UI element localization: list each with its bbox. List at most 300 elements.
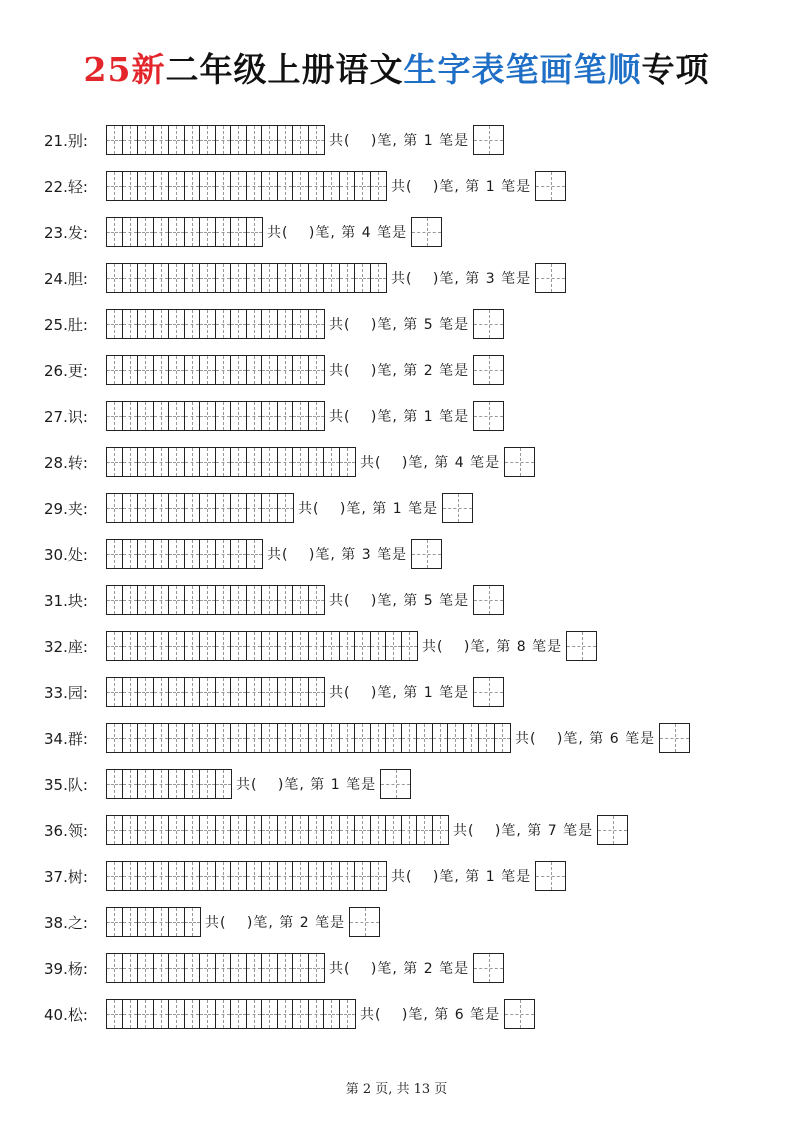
stroke-grid-cell[interactable] — [278, 356, 294, 384]
stroke-grid-cell[interactable] — [417, 724, 433, 752]
stroke-grid-cell[interactable] — [185, 954, 201, 982]
stroke-writing-grid[interactable] — [106, 861, 387, 891]
stroke-grid-cell[interactable] — [169, 172, 185, 200]
stroke-grid-cell[interactable] — [247, 172, 263, 200]
stroke-grid-cell[interactable] — [169, 1000, 185, 1028]
stroke-grid-cell[interactable] — [262, 264, 278, 292]
stroke-grid-cell[interactable] — [231, 218, 247, 246]
stroke-grid-cell[interactable] — [216, 494, 232, 522]
stroke-grid-cell[interactable] — [402, 816, 418, 844]
stroke-grid-cell[interactable] — [262, 724, 278, 752]
stroke-writing-grid[interactable] — [106, 815, 449, 845]
stroke-writing-grid[interactable] — [106, 631, 418, 661]
stroke-grid-cell[interactable] — [309, 448, 325, 476]
stroke-grid-cell[interactable] — [123, 816, 139, 844]
stroke-grid-cell[interactable] — [154, 172, 170, 200]
stroke-grid-cell[interactable] — [138, 954, 154, 982]
stroke-grid-cell[interactable] — [262, 356, 278, 384]
stroke-grid-cell[interactable] — [200, 264, 216, 292]
stroke-grid-cell[interactable] — [293, 1000, 309, 1028]
stroke-grid-cell[interactable] — [247, 632, 263, 660]
stroke-grid-cell[interactable] — [107, 954, 123, 982]
stroke-grid-cell[interactable] — [247, 724, 263, 752]
stroke-grid-cell[interactable] — [169, 356, 185, 384]
stroke-grid-cell[interactable] — [154, 494, 170, 522]
stroke-grid-cell[interactable] — [123, 402, 139, 430]
stroke-grid-cell[interactable] — [216, 724, 232, 752]
stroke-grid-cell[interactable] — [262, 126, 278, 154]
stroke-grid-cell[interactable] — [231, 816, 247, 844]
stroke-grid-cell[interactable] — [154, 632, 170, 660]
stroke-writing-grid[interactable] — [106, 401, 325, 431]
stroke-grid-cell[interactable] — [200, 356, 216, 384]
stroke-answer-box[interactable] — [566, 631, 597, 661]
stroke-grid-cell[interactable] — [386, 816, 402, 844]
stroke-grid-cell[interactable] — [293, 310, 309, 338]
stroke-grid-cell[interactable] — [309, 264, 325, 292]
stroke-grid-cell[interactable] — [185, 1000, 201, 1028]
stroke-grid-cell[interactable] — [216, 126, 232, 154]
stroke-grid-cell[interactable] — [185, 908, 201, 936]
stroke-grid-cell[interactable] — [107, 540, 123, 568]
stroke-grid-cell[interactable] — [231, 724, 247, 752]
stroke-grid-cell[interactable] — [216, 770, 232, 798]
stroke-grid-cell[interactable] — [247, 448, 263, 476]
stroke-grid-cell[interactable] — [448, 724, 464, 752]
stroke-grid-cell[interactable] — [324, 816, 340, 844]
stroke-grid-cell[interactable] — [154, 862, 170, 890]
stroke-grid-cell[interactable] — [340, 1000, 356, 1028]
stroke-grid-cell[interactable] — [123, 126, 139, 154]
stroke-grid-cell[interactable] — [123, 540, 139, 568]
stroke-grid-cell[interactable] — [107, 218, 123, 246]
stroke-grid-cell[interactable] — [123, 494, 139, 522]
stroke-grid-cell[interactable] — [138, 724, 154, 752]
stroke-grid-cell[interactable] — [123, 586, 139, 614]
stroke-grid-cell[interactable] — [293, 402, 309, 430]
stroke-grid-cell[interactable] — [231, 954, 247, 982]
stroke-grid-cell[interactable] — [262, 494, 278, 522]
stroke-grid-cell[interactable] — [138, 126, 154, 154]
stroke-grid-cell[interactable] — [293, 586, 309, 614]
stroke-grid-cell[interactable] — [216, 264, 232, 292]
stroke-grid-cell[interactable] — [278, 172, 294, 200]
stroke-grid-cell[interactable] — [169, 586, 185, 614]
stroke-grid-cell[interactable] — [417, 816, 433, 844]
stroke-grid-cell[interactable] — [185, 448, 201, 476]
stroke-grid-cell[interactable] — [138, 494, 154, 522]
stroke-writing-grid[interactable] — [106, 769, 232, 799]
stroke-grid-cell[interactable] — [355, 172, 371, 200]
stroke-grid-cell[interactable] — [340, 632, 356, 660]
stroke-grid-cell[interactable] — [231, 586, 247, 614]
stroke-grid-cell[interactable] — [138, 678, 154, 706]
stroke-grid-cell[interactable] — [340, 816, 356, 844]
stroke-grid-cell[interactable] — [154, 724, 170, 752]
stroke-grid-cell[interactable] — [309, 816, 325, 844]
stroke-grid-cell[interactable] — [169, 678, 185, 706]
stroke-grid-cell[interactable] — [107, 1000, 123, 1028]
stroke-grid-cell[interactable] — [262, 862, 278, 890]
stroke-grid-cell[interactable] — [262, 678, 278, 706]
stroke-grid-cell[interactable] — [200, 678, 216, 706]
stroke-grid-cell[interactable] — [231, 448, 247, 476]
stroke-answer-box[interactable] — [473, 953, 504, 983]
stroke-grid-cell[interactable] — [293, 862, 309, 890]
stroke-grid-cell[interactable] — [154, 310, 170, 338]
stroke-grid-cell[interactable] — [231, 862, 247, 890]
stroke-grid-cell[interactable] — [231, 172, 247, 200]
stroke-grid-cell[interactable] — [247, 402, 263, 430]
stroke-grid-cell[interactable] — [262, 448, 278, 476]
stroke-grid-cell[interactable] — [231, 310, 247, 338]
stroke-grid-cell[interactable] — [154, 540, 170, 568]
stroke-grid-cell[interactable] — [200, 310, 216, 338]
stroke-grid-cell[interactable] — [371, 172, 387, 200]
stroke-writing-grid[interactable] — [106, 125, 325, 155]
stroke-grid-cell[interactable] — [247, 494, 263, 522]
stroke-writing-grid[interactable] — [106, 355, 325, 385]
stroke-grid-cell[interactable] — [169, 770, 185, 798]
stroke-grid-cell[interactable] — [247, 356, 263, 384]
stroke-grid-cell[interactable] — [185, 540, 201, 568]
stroke-grid-cell[interactable] — [154, 586, 170, 614]
stroke-grid-cell[interactable] — [216, 448, 232, 476]
stroke-grid-cell[interactable] — [216, 356, 232, 384]
stroke-grid-cell[interactable] — [231, 494, 247, 522]
stroke-grid-cell[interactable] — [107, 908, 123, 936]
stroke-grid-cell[interactable] — [324, 632, 340, 660]
stroke-writing-grid[interactable] — [106, 447, 356, 477]
stroke-grid-cell[interactable] — [371, 632, 387, 660]
stroke-writing-grid[interactable] — [106, 677, 325, 707]
stroke-grid-cell[interactable] — [231, 632, 247, 660]
stroke-grid-cell[interactable] — [169, 954, 185, 982]
stroke-grid-cell[interactable] — [231, 540, 247, 568]
stroke-grid-cell[interactable] — [247, 954, 263, 982]
stroke-grid-cell[interactable] — [107, 494, 123, 522]
stroke-grid-cell[interactable] — [107, 816, 123, 844]
stroke-grid-cell[interactable] — [185, 264, 201, 292]
stroke-grid-cell[interactable] — [123, 770, 139, 798]
stroke-grid-cell[interactable] — [123, 172, 139, 200]
stroke-writing-grid[interactable] — [106, 493, 294, 523]
stroke-grid-cell[interactable] — [262, 954, 278, 982]
stroke-grid-cell[interactable] — [278, 448, 294, 476]
stroke-grid-cell[interactable] — [293, 264, 309, 292]
stroke-grid-cell[interactable] — [309, 1000, 325, 1028]
stroke-grid-cell[interactable] — [169, 448, 185, 476]
stroke-grid-cell[interactable] — [371, 816, 387, 844]
stroke-grid-cell[interactable] — [138, 1000, 154, 1028]
stroke-grid-cell[interactable] — [169, 402, 185, 430]
stroke-grid-cell[interactable] — [200, 126, 216, 154]
stroke-grid-cell[interactable] — [185, 310, 201, 338]
stroke-writing-grid[interactable] — [106, 585, 325, 615]
stroke-grid-cell[interactable] — [324, 264, 340, 292]
stroke-grid-cell[interactable] — [185, 862, 201, 890]
stroke-grid-cell[interactable] — [278, 402, 294, 430]
stroke-grid-cell[interactable] — [123, 218, 139, 246]
stroke-grid-cell[interactable] — [278, 678, 294, 706]
stroke-grid-cell[interactable] — [185, 172, 201, 200]
stroke-grid-cell[interactable] — [371, 264, 387, 292]
stroke-grid-cell[interactable] — [293, 126, 309, 154]
stroke-grid-cell[interactable] — [278, 632, 294, 660]
stroke-grid-cell[interactable] — [107, 724, 123, 752]
stroke-grid-cell[interactable] — [293, 954, 309, 982]
stroke-grid-cell[interactable] — [355, 632, 371, 660]
stroke-grid-cell[interactable] — [309, 632, 325, 660]
stroke-grid-cell[interactable] — [309, 954, 325, 982]
stroke-answer-box[interactable] — [473, 309, 504, 339]
stroke-grid-cell[interactable] — [138, 310, 154, 338]
stroke-grid-cell[interactable] — [247, 126, 263, 154]
stroke-grid-cell[interactable] — [107, 356, 123, 384]
stroke-answer-box[interactable] — [535, 263, 566, 293]
stroke-grid-cell[interactable] — [231, 264, 247, 292]
stroke-grid-cell[interactable] — [107, 770, 123, 798]
stroke-grid-cell[interactable] — [293, 724, 309, 752]
stroke-grid-cell[interactable] — [355, 264, 371, 292]
stroke-grid-cell[interactable] — [138, 448, 154, 476]
stroke-grid-cell[interactable] — [464, 724, 480, 752]
stroke-grid-cell[interactable] — [293, 678, 309, 706]
stroke-grid-cell[interactable] — [138, 586, 154, 614]
stroke-grid-cell[interactable] — [185, 126, 201, 154]
stroke-grid-cell[interactable] — [309, 586, 325, 614]
stroke-grid-cell[interactable] — [247, 816, 263, 844]
stroke-grid-cell[interactable] — [216, 172, 232, 200]
stroke-grid-cell[interactable] — [123, 1000, 139, 1028]
stroke-grid-cell[interactable] — [138, 356, 154, 384]
stroke-answer-box[interactable] — [442, 493, 473, 523]
stroke-answer-box[interactable] — [411, 217, 442, 247]
stroke-grid-cell[interactable] — [386, 724, 402, 752]
stroke-grid-cell[interactable] — [154, 402, 170, 430]
stroke-grid-cell[interactable] — [154, 954, 170, 982]
stroke-grid-cell[interactable] — [154, 770, 170, 798]
stroke-grid-cell[interactable] — [169, 126, 185, 154]
stroke-grid-cell[interactable] — [123, 310, 139, 338]
stroke-grid-cell[interactable] — [154, 218, 170, 246]
stroke-grid-cell[interactable] — [107, 264, 123, 292]
stroke-grid-cell[interactable] — [169, 724, 185, 752]
stroke-grid-cell[interactable] — [200, 494, 216, 522]
stroke-grid-cell[interactable] — [200, 172, 216, 200]
stroke-grid-cell[interactable] — [169, 264, 185, 292]
stroke-grid-cell[interactable] — [262, 172, 278, 200]
stroke-grid-cell[interactable] — [200, 816, 216, 844]
stroke-grid-cell[interactable] — [262, 632, 278, 660]
stroke-grid-cell[interactable] — [371, 862, 387, 890]
stroke-grid-cell[interactable] — [278, 954, 294, 982]
stroke-grid-cell[interactable] — [293, 632, 309, 660]
stroke-answer-box[interactable] — [504, 999, 535, 1029]
stroke-writing-grid[interactable] — [106, 263, 387, 293]
stroke-writing-grid[interactable] — [106, 999, 356, 1029]
stroke-grid-cell[interactable] — [123, 448, 139, 476]
stroke-answer-box[interactable] — [659, 723, 690, 753]
stroke-grid-cell[interactable] — [138, 402, 154, 430]
stroke-grid-cell[interactable] — [386, 632, 402, 660]
stroke-grid-cell[interactable] — [402, 724, 418, 752]
stroke-grid-cell[interactable] — [200, 862, 216, 890]
stroke-grid-cell[interactable] — [216, 1000, 232, 1028]
stroke-grid-cell[interactable] — [154, 356, 170, 384]
stroke-grid-cell[interactable] — [138, 264, 154, 292]
stroke-grid-cell[interactable] — [169, 816, 185, 844]
stroke-grid-cell[interactable] — [262, 586, 278, 614]
stroke-grid-cell[interactable] — [185, 724, 201, 752]
stroke-grid-cell[interactable] — [169, 494, 185, 522]
stroke-grid-cell[interactable] — [216, 218, 232, 246]
stroke-grid-cell[interactable] — [200, 954, 216, 982]
stroke-grid-cell[interactable] — [247, 862, 263, 890]
stroke-grid-cell[interactable] — [169, 632, 185, 660]
stroke-grid-cell[interactable] — [169, 540, 185, 568]
stroke-answer-box[interactable] — [349, 907, 380, 937]
stroke-grid-cell[interactable] — [324, 1000, 340, 1028]
stroke-grid-cell[interactable] — [278, 494, 294, 522]
stroke-grid-cell[interactable] — [169, 862, 185, 890]
stroke-grid-cell[interactable] — [154, 816, 170, 844]
stroke-grid-cell[interactable] — [107, 126, 123, 154]
stroke-grid-cell[interactable] — [216, 678, 232, 706]
stroke-writing-grid[interactable] — [106, 217, 263, 247]
stroke-grid-cell[interactable] — [479, 724, 495, 752]
stroke-grid-cell[interactable] — [185, 218, 201, 246]
stroke-grid-cell[interactable] — [216, 954, 232, 982]
stroke-grid-cell[interactable] — [185, 770, 201, 798]
stroke-grid-cell[interactable] — [138, 862, 154, 890]
stroke-grid-cell[interactable] — [123, 954, 139, 982]
stroke-grid-cell[interactable] — [247, 678, 263, 706]
stroke-grid-cell[interactable] — [123, 356, 139, 384]
stroke-grid-cell[interactable] — [247, 1000, 263, 1028]
stroke-grid-cell[interactable] — [262, 816, 278, 844]
stroke-grid-cell[interactable] — [185, 678, 201, 706]
stroke-grid-cell[interactable] — [123, 908, 139, 936]
stroke-grid-cell[interactable] — [262, 402, 278, 430]
stroke-grid-cell[interactable] — [154, 448, 170, 476]
stroke-grid-cell[interactable] — [216, 310, 232, 338]
stroke-grid-cell[interactable] — [154, 908, 170, 936]
stroke-grid-cell[interactable] — [309, 126, 325, 154]
stroke-grid-cell[interactable] — [200, 770, 216, 798]
stroke-grid-cell[interactable] — [340, 172, 356, 200]
stroke-writing-grid[interactable] — [106, 309, 325, 339]
stroke-answer-box[interactable] — [535, 171, 566, 201]
stroke-writing-grid[interactable] — [106, 907, 201, 937]
stroke-answer-box[interactable] — [473, 125, 504, 155]
stroke-grid-cell[interactable] — [200, 632, 216, 660]
stroke-grid-cell[interactable] — [247, 218, 263, 246]
stroke-answer-box[interactable] — [504, 447, 535, 477]
stroke-grid-cell[interactable] — [402, 632, 418, 660]
stroke-grid-cell[interactable] — [262, 1000, 278, 1028]
stroke-grid-cell[interactable] — [107, 310, 123, 338]
stroke-grid-cell[interactable] — [216, 816, 232, 844]
stroke-grid-cell[interactable] — [340, 264, 356, 292]
stroke-grid-cell[interactable] — [154, 126, 170, 154]
stroke-grid-cell[interactable] — [185, 632, 201, 660]
stroke-grid-cell[interactable] — [231, 402, 247, 430]
stroke-grid-cell[interactable] — [293, 816, 309, 844]
stroke-grid-cell[interactable] — [138, 908, 154, 936]
stroke-grid-cell[interactable] — [138, 218, 154, 246]
stroke-grid-cell[interactable] — [107, 402, 123, 430]
stroke-grid-cell[interactable] — [138, 172, 154, 200]
stroke-grid-cell[interactable] — [154, 264, 170, 292]
stroke-grid-cell[interactable] — [309, 356, 325, 384]
stroke-grid-cell[interactable] — [123, 264, 139, 292]
stroke-grid-cell[interactable] — [123, 724, 139, 752]
stroke-grid-cell[interactable] — [309, 310, 325, 338]
stroke-grid-cell[interactable] — [309, 678, 325, 706]
stroke-grid-cell[interactable] — [278, 862, 294, 890]
stroke-grid-cell[interactable] — [123, 632, 139, 660]
stroke-grid-cell[interactable] — [293, 172, 309, 200]
stroke-grid-cell[interactable] — [231, 126, 247, 154]
stroke-grid-cell[interactable] — [123, 678, 139, 706]
stroke-writing-grid[interactable] — [106, 723, 511, 753]
stroke-grid-cell[interactable] — [185, 816, 201, 844]
stroke-grid-cell[interactable] — [185, 402, 201, 430]
stroke-grid-cell[interactable] — [200, 218, 216, 246]
stroke-grid-cell[interactable] — [262, 310, 278, 338]
stroke-grid-cell[interactable] — [340, 724, 356, 752]
stroke-grid-cell[interactable] — [216, 586, 232, 614]
stroke-grid-cell[interactable] — [278, 126, 294, 154]
stroke-grid-cell[interactable] — [278, 264, 294, 292]
stroke-grid-cell[interactable] — [278, 724, 294, 752]
stroke-answer-box[interactable] — [535, 861, 566, 891]
stroke-grid-cell[interactable] — [169, 908, 185, 936]
stroke-grid-cell[interactable] — [200, 448, 216, 476]
stroke-grid-cell[interactable] — [216, 632, 232, 660]
stroke-writing-grid[interactable] — [106, 539, 263, 569]
stroke-grid-cell[interactable] — [247, 264, 263, 292]
stroke-grid-cell[interactable] — [231, 1000, 247, 1028]
stroke-grid-cell[interactable] — [309, 862, 325, 890]
stroke-grid-cell[interactable] — [107, 448, 123, 476]
stroke-grid-cell[interactable] — [309, 172, 325, 200]
stroke-grid-cell[interactable] — [495, 724, 511, 752]
stroke-grid-cell[interactable] — [200, 724, 216, 752]
stroke-answer-box[interactable] — [473, 401, 504, 431]
stroke-grid-cell[interactable] — [340, 448, 356, 476]
stroke-writing-grid[interactable] — [106, 953, 325, 983]
stroke-grid-cell[interactable] — [200, 1000, 216, 1028]
stroke-grid-cell[interactable] — [371, 724, 387, 752]
stroke-grid-cell[interactable] — [200, 540, 216, 568]
stroke-grid-cell[interactable] — [278, 816, 294, 844]
stroke-grid-cell[interactable] — [185, 356, 201, 384]
stroke-grid-cell[interactable] — [200, 402, 216, 430]
stroke-answer-box[interactable] — [473, 355, 504, 385]
stroke-grid-cell[interactable] — [247, 586, 263, 614]
stroke-grid-cell[interactable] — [216, 402, 232, 430]
stroke-answer-box[interactable] — [473, 677, 504, 707]
stroke-grid-cell[interactable] — [355, 816, 371, 844]
stroke-grid-cell[interactable] — [123, 862, 139, 890]
stroke-grid-cell[interactable] — [324, 448, 340, 476]
stroke-grid-cell[interactable] — [309, 402, 325, 430]
stroke-answer-box[interactable] — [380, 769, 411, 799]
stroke-grid-cell[interactable] — [433, 724, 449, 752]
stroke-grid-cell[interactable] — [231, 678, 247, 706]
